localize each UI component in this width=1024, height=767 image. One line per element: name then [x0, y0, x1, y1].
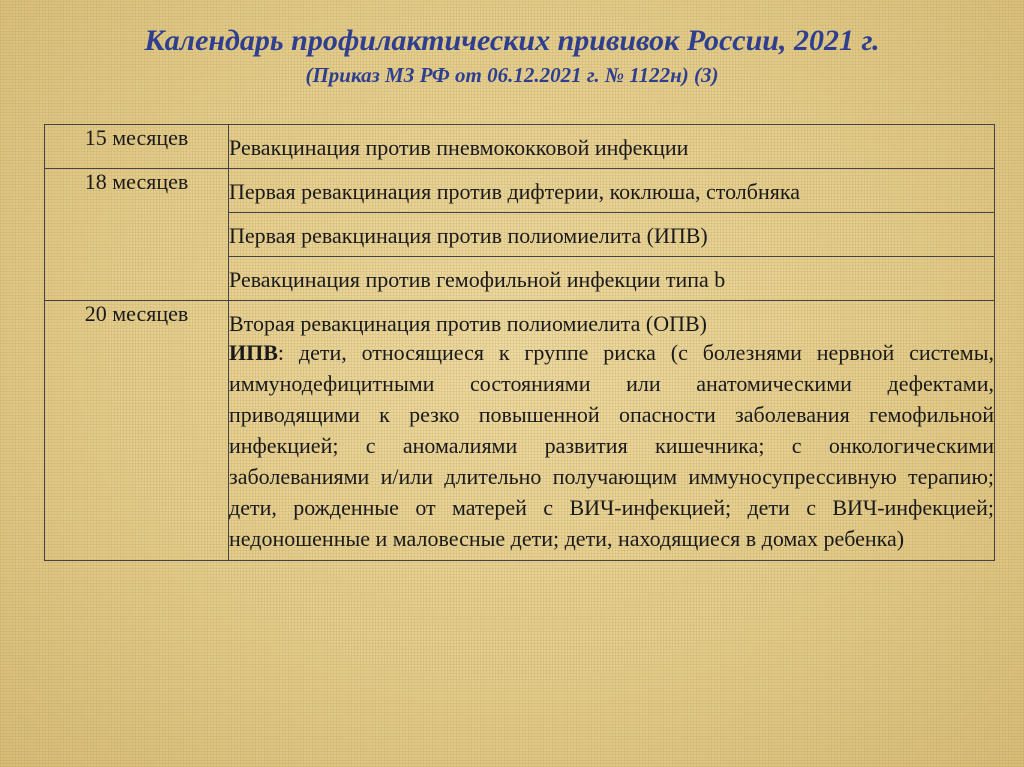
vaccination-item: Первая ревакцинация против дифтерии, коклюша, столбняка — [229, 179, 800, 204]
vaccination-item: Первая ревакцинация против полиомиелита (ИПВ) — [229, 223, 708, 248]
vaccination-item: Ревакцинация против пневмококковой инфекции — [229, 135, 689, 160]
vaccination-cell — [229, 169, 995, 213]
page-subtitle: (Приказ МЗ РФ от 06.12.2021 г. № 1122н) (3) — [305, 63, 719, 87]
age-cell: 20 месяцев — [45, 301, 229, 561]
note-text: : дети, относящиеся к группе риска (с болезнями нервной системы, иммунодефицитными состояниями или анатомическими дефектами, приводящими к резко повышенной опасности заболевания гемофильной инфекцией; с аномалиями развития кишечника; с онкологическими заболеваниями и/или длительно получающим иммуносупрессивную терапию; дети, рожденные от матерей с ВИЧ-инфекцией; дети с ВИЧ-инфекцией; недоношенные и маловесные дети; дети, находящиеся в домах ребенка) — [229, 340, 994, 551]
vaccination-cell — [229, 213, 995, 257]
vaccination-item: Вторая ревакцинация против полиомиелита (ОПВ) — [229, 311, 707, 336]
age-cell: 18 месяцев — [45, 169, 229, 301]
table-row — [45, 169, 995, 213]
vaccination-schedule-table — [44, 124, 995, 561]
vaccination-cell — [229, 257, 995, 301]
vaccination-cell — [229, 301, 995, 561]
risk-group-note — [229, 337, 994, 560]
note-label: ИПВ — [229, 340, 278, 365]
page-title: Календарь профилактических прививок России, 2021 г. — [144, 24, 880, 57]
table-row — [45, 125, 995, 169]
table-row — [45, 301, 995, 561]
age-cell: 15 месяцев — [45, 125, 229, 169]
vaccination-cell — [229, 125, 995, 169]
vaccination-item: Ревакцинация против гемофильной инфекции типа b — [229, 267, 726, 292]
